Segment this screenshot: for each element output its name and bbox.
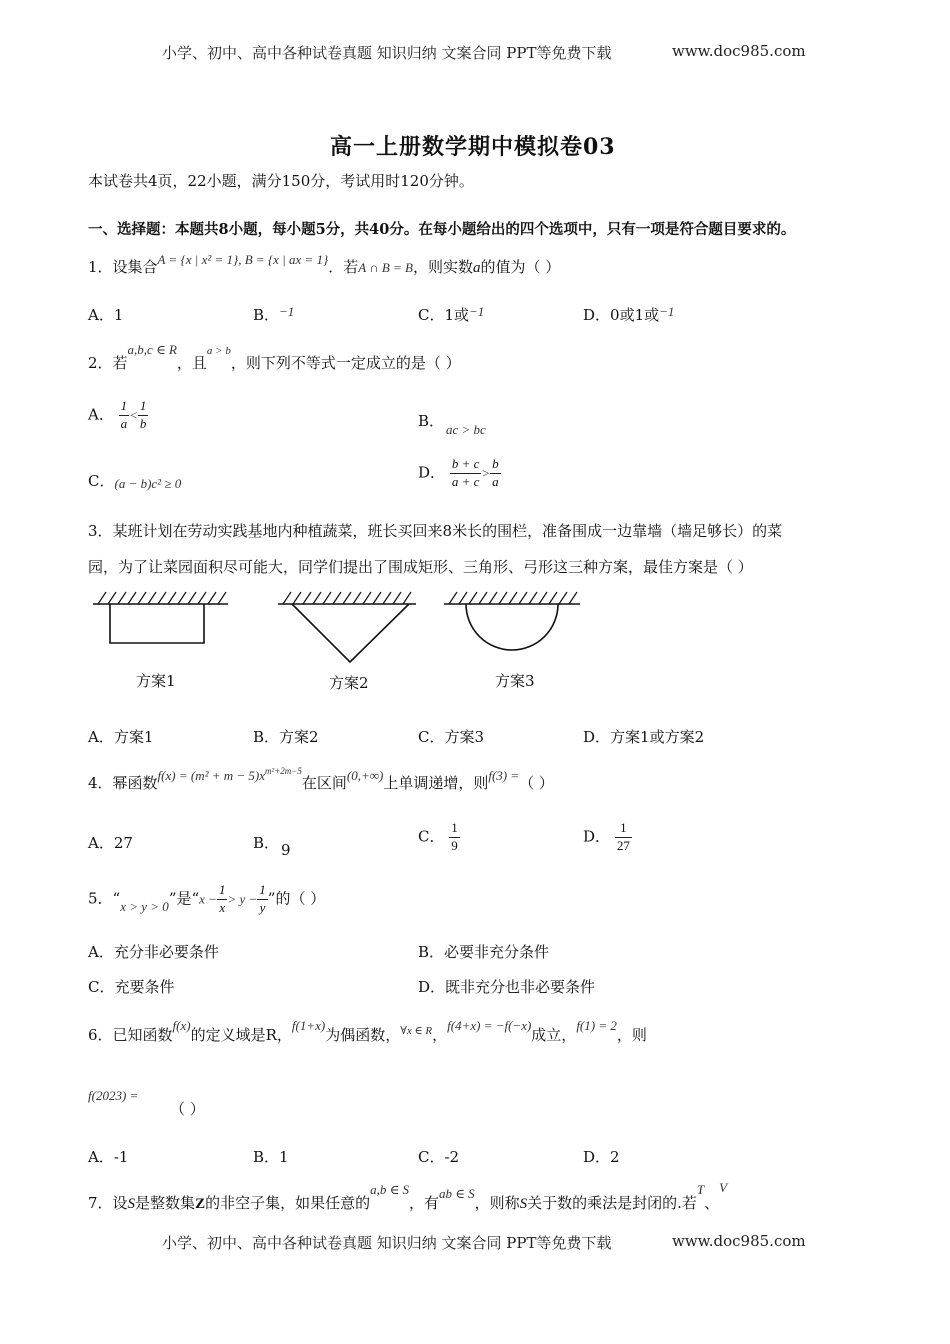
- question-5: [88, 882, 325, 917]
- q3-line-2: 园，为了让菜园面积尽可能大，同学们提出了围成矩形、三角形、弓形这三种方案，最佳方案是（ ）: [88, 558, 753, 576]
- frac-den: 9: [451, 837, 458, 853]
- q1-option-b-math: −1: [279, 304, 295, 319]
- q6-math-f2023: f(2023) =: [88, 1088, 139, 1103]
- q7-var-z: Z: [195, 1196, 206, 1212]
- q2-option-a-label: A．: [88, 405, 114, 424]
- q6-text: 的定义域是R，: [190, 1026, 292, 1044]
- question-7: [88, 1180, 728, 1213]
- q6-option-d: D．2: [583, 1148, 620, 1166]
- q3-option-c: C．方案3: [418, 728, 485, 746]
- q6-continuation: [88, 1086, 138, 1104]
- q6-text: 为偶函数，: [325, 1026, 401, 1044]
- q3-line-1: 3．某班计划在劳动实践基地内种植蔬菜，班长买回来8米长的围栏，准备围成一边靠墙（墙足够长）的菜: [88, 522, 783, 540]
- q2-math-ineq: a > b: [206, 345, 231, 357]
- q6-text: ，则: [616, 1026, 647, 1044]
- q6-text: 成立，: [531, 1026, 577, 1044]
- q7-var-s: S: [519, 1196, 528, 1212]
- q2-d-op: >: [481, 465, 491, 481]
- q7-text: ，则称: [474, 1194, 520, 1212]
- q7-math: ab ∈ S: [438, 1186, 475, 1201]
- q1-option-d-label: D．0或1或: [583, 306, 660, 324]
- q5-text: ”是“: [168, 889, 200, 908]
- q4-option-b-label: B．: [253, 834, 280, 852]
- frac-den: a + c: [451, 473, 480, 489]
- triangle-fence: [292, 604, 409, 662]
- q4-math-interval: (0,+∞): [346, 768, 384, 783]
- q2-math-set: a,b,c ∈ R: [127, 342, 177, 357]
- arc-fence: [466, 604, 558, 650]
- q5-option-d: D．既非充分也非必要条件: [418, 978, 596, 996]
- q5-option-b: B．必要非充分条件: [418, 943, 550, 961]
- q4-stem: 4．幂函数: [88, 774, 158, 792]
- q5-frac1: [217, 882, 228, 917]
- q4-option-b-val: 9: [281, 841, 291, 859]
- q2-text: ，且: [176, 354, 207, 372]
- q4-c-frac: [449, 820, 460, 855]
- q2-text: ，则下列不等式一定成立的是（ ）: [230, 354, 461, 372]
- q5-text: ”的（ ）: [267, 889, 326, 908]
- q2-stem: 2．若: [88, 354, 128, 372]
- q1-stem: 1．设集合: [88, 258, 158, 276]
- q5-math-cond: x > y > 0: [120, 899, 169, 915]
- q1-option-c-label: C．1或: [418, 306, 470, 324]
- q4-text: （ ）: [519, 774, 554, 792]
- rectangle-fence: [110, 604, 204, 643]
- scheme-1-caption: 方案1: [136, 672, 176, 690]
- q7-text: 是整数集: [135, 1194, 196, 1212]
- frac-den: a: [120, 415, 128, 431]
- q4-option-c: [418, 820, 460, 855]
- header-left: 小学、初中、高中各种试卷真题 知识归纳 文案合同 PPT等免费下载: [162, 44, 612, 62]
- q4-option-d: [583, 820, 632, 855]
- q6-option-a: A．-1: [88, 1148, 129, 1166]
- q6-stem: 6．已知函数: [88, 1026, 173, 1044]
- scheme-3-caption: 方案3: [495, 672, 535, 690]
- frac-den: b: [139, 415, 147, 431]
- scheme-2-figure: [278, 592, 416, 662]
- frac-den: x: [219, 899, 226, 915]
- q6-math: f(1) = 2: [576, 1018, 617, 1033]
- page-title: 高一上册数学期中模拟卷03: [330, 134, 616, 160]
- q7-var-v: V: [719, 1180, 728, 1195]
- question-6: [88, 1018, 647, 1045]
- q2-option-b-math: ac > bc: [446, 422, 486, 437]
- q6-text: ，: [432, 1026, 448, 1044]
- scheme-2-caption: 方案2: [329, 674, 369, 692]
- q1-option-a: A．1: [88, 306, 124, 324]
- q2-option-d-label: D．: [418, 463, 446, 482]
- q3-option-a: A．方案1: [88, 728, 154, 746]
- q6-math: ∀x ∈ R: [400, 1025, 433, 1037]
- wall-hatch-1: [98, 592, 226, 604]
- q7-math: a,b ∈ S: [370, 1182, 409, 1197]
- q2-option-b-label: B．: [418, 412, 445, 430]
- scheme-1-figure: [93, 592, 228, 643]
- q1-var: a: [473, 260, 481, 276]
- q4-d-frac: [615, 820, 632, 855]
- q6-math: f(1+x): [291, 1018, 326, 1033]
- q6-math: f(x): [172, 1018, 191, 1033]
- q7-text: 关于数的乘法是封闭的.若: [527, 1194, 697, 1212]
- q5-stem: 5．“: [88, 889, 121, 908]
- frac-den: y: [259, 899, 266, 915]
- frac-den: 27: [616, 837, 630, 853]
- q6-math: f(4+x) = −f(−x): [447, 1018, 532, 1033]
- frac-num: 1: [119, 398, 130, 416]
- q5-frac2: [257, 882, 268, 917]
- q5-option-a: A．充分非必要条件: [88, 943, 219, 961]
- footer-left: 小学、初中、高中各种试卷真题 知识归纳 文案合同 PPT等免费下载: [162, 1234, 612, 1252]
- q3-option-d: D．方案1或方案2: [583, 728, 705, 746]
- q7-text: 的非空子集，如果任意的: [205, 1194, 371, 1212]
- q4-option-d-label: D．: [583, 827, 611, 846]
- q1-option-d-math: −1: [659, 304, 675, 319]
- q4-math-exp: m²+2m−5: [265, 766, 302, 776]
- question-4: [88, 766, 554, 793]
- frac-num: 1: [217, 882, 228, 900]
- q7-text: ，有: [408, 1194, 439, 1212]
- q4-text: 上单调递增，则: [383, 774, 489, 792]
- q4-option-b: [253, 832, 279, 853]
- section-heading: 一、选择题：本题共8小题，每小题5分，共40分。在每小题给出的四个选项中，只有一项是符合题目要求的。: [88, 221, 796, 238]
- header-url: www.doc985.com: [672, 42, 806, 60]
- q2-option-c-label: C．: [88, 472, 115, 490]
- frac-den: a: [492, 473, 499, 489]
- frac-num: 1: [615, 820, 632, 838]
- q3-option-b: B．方案2: [253, 728, 319, 746]
- q4-math-f3: f(3) =: [488, 768, 520, 783]
- frac-num: 1: [138, 398, 149, 416]
- q1-text: 的值为（ ）: [480, 258, 561, 276]
- q7-stem: 7．设: [88, 1194, 128, 1212]
- q7-text: 、: [704, 1194, 720, 1212]
- scheme-3-figure: [444, 592, 580, 650]
- q4-text: 在区间: [301, 774, 347, 792]
- q6-blank: （ ）: [170, 1100, 205, 1118]
- q7-var-t: T: [696, 1182, 705, 1197]
- frac-num: b + c: [450, 456, 482, 474]
- q5-math-part: > y −: [227, 891, 258, 907]
- q4-math-func: f(x) = (m² + m − 5)x: [157, 768, 266, 783]
- q1-text: ．若: [328, 258, 359, 276]
- q2-a-op: <: [129, 407, 138, 423]
- q1-option-b-label: B．: [253, 306, 280, 324]
- wall-hatch-3: [449, 592, 577, 604]
- q1-math-intersect: A ∩ B = B: [358, 260, 413, 275]
- q5-math-part: x −: [199, 891, 217, 907]
- frac-num: 1: [257, 882, 268, 900]
- wall-hatch-2: [283, 592, 411, 604]
- q5-option-c: C．充要条件: [88, 978, 175, 996]
- frac-num: 1: [449, 820, 460, 838]
- q1-text: ，则实数: [412, 258, 473, 276]
- q4-option-a: A．27: [88, 834, 133, 852]
- q1-option-c-math: −1: [469, 304, 485, 319]
- q2-option-c-math: (a − b)c² ≥ 0: [114, 476, 182, 491]
- footer-url: www.doc985.com: [672, 1232, 806, 1250]
- q7-var-s: S: [127, 1196, 136, 1212]
- q1-math-sets: A = {x | x² = 1}, B = {x | ax = 1}: [157, 252, 329, 267]
- q6-option-c: C．-2: [418, 1148, 460, 1166]
- intro-text: 本试卷共4页，22小题，满分150分，考试用时120分钟。: [88, 172, 474, 190]
- frac-num: b: [490, 456, 501, 474]
- q4-option-c-label: C．: [418, 827, 445, 846]
- q6-option-b: B．1: [253, 1148, 289, 1166]
